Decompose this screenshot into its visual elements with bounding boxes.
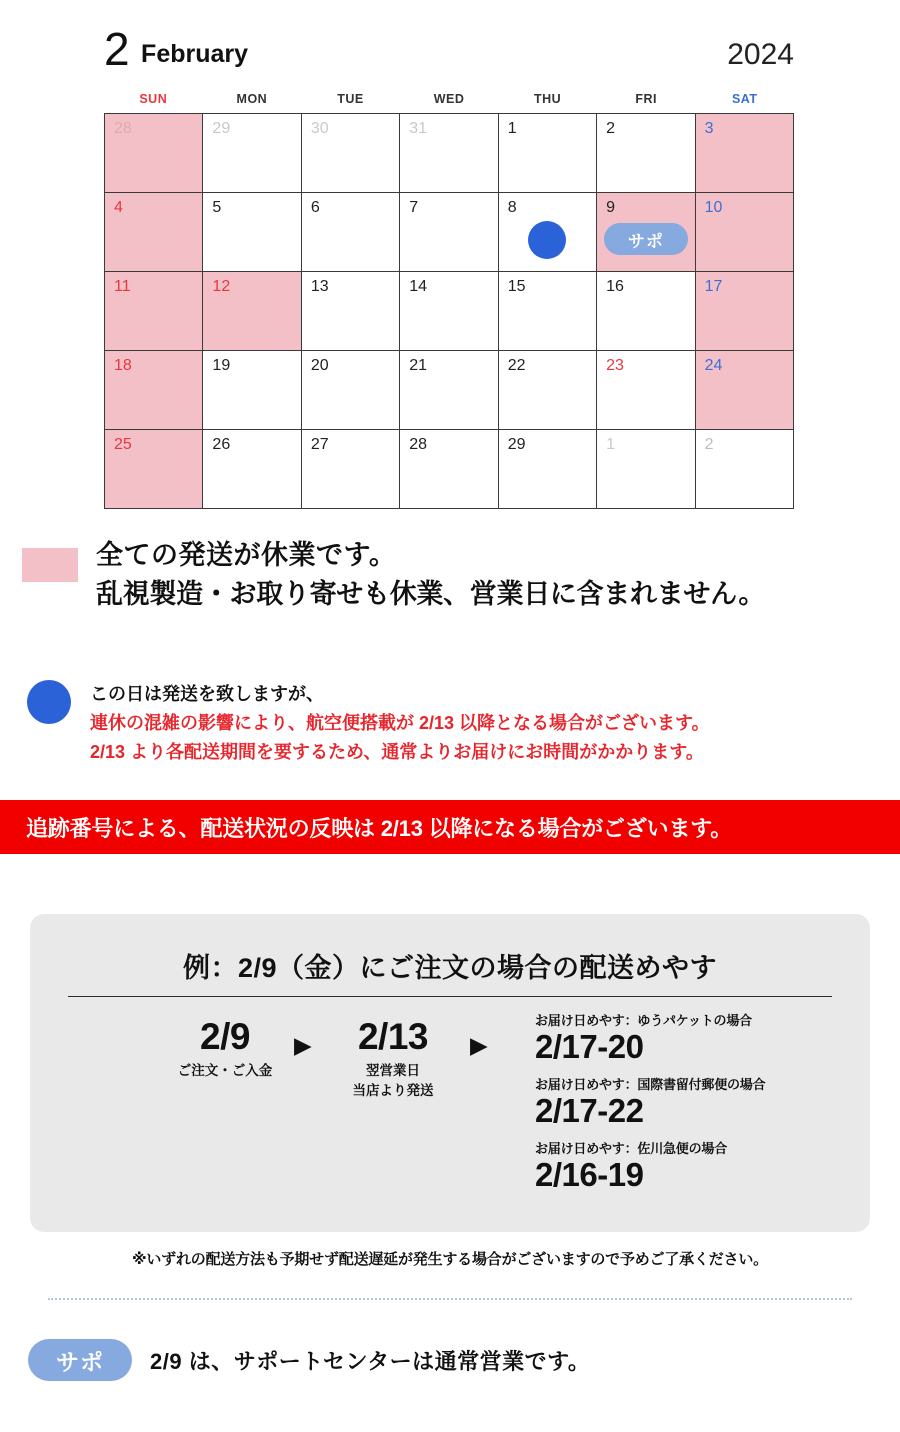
calendar-day-number: 25: [114, 436, 132, 453]
month-number: 2: [104, 23, 129, 75]
flow-step-ship: [318, 1016, 468, 1101]
calendar-day-number: 29: [507, 436, 526, 453]
calendar-day-cell: [597, 351, 695, 430]
calendar-day-cell: [597, 193, 695, 272]
flow-step-ship-caption-1: 翌営業日: [366, 1063, 420, 1079]
legend-holiday-line2: 乱視製造・お取り寄せも休業、営業日に含まれません。: [96, 579, 766, 610]
calendar-day-number: 13: [310, 278, 329, 295]
calendar-day-cell: [400, 430, 498, 509]
weekday-fri: FRI: [635, 92, 657, 106]
tracking-banner: [0, 800, 900, 854]
delivery-estimate-label: お届け日めやす：佐川急便の場合: [535, 1140, 728, 1156]
month-name: February: [141, 40, 249, 68]
calendar-day-cell: [696, 193, 794, 272]
calendar-day-number: 9: [606, 199, 616, 216]
calendar-day-cell: [499, 114, 597, 193]
weekday-sun: SUN: [139, 92, 168, 106]
flow-step-order-date: 2/9: [200, 1016, 250, 1057]
calendar-day-cell: [302, 430, 400, 509]
calendar-day-number: 1: [606, 436, 616, 453]
delivery-estimate-value: 2/17-20: [535, 1028, 644, 1065]
calendar-day-number: 12: [212, 278, 231, 295]
delivery-estimate-row: [535, 1138, 865, 1194]
calendar-day-cell: [597, 272, 695, 351]
calendar-day-number: 19: [212, 357, 231, 374]
calendar-day-number: 18: [114, 357, 132, 374]
calendar-day-number: 17: [704, 278, 723, 295]
calendar-grid: [104, 113, 794, 509]
calendar-day-cell: [400, 272, 498, 351]
legend-holiday-text: [96, 536, 886, 614]
calendar-day-cell: [696, 114, 794, 193]
calendar-day-cell: [597, 114, 695, 193]
legend-shipping-text: [90, 680, 890, 767]
legend-holiday-line1: 全ての発送が休業です。: [96, 540, 397, 570]
calendar-day-number: 8: [507, 199, 517, 216]
calendar-day-cell: [696, 272, 794, 351]
calendar-day-cell: [302, 351, 400, 430]
calendar-header: [104, 23, 794, 86]
delivery-estimate-label: お届け日めやす：ゆうパケットの場合: [535, 1013, 752, 1028]
calendar-day-cell: [105, 193, 203, 272]
calendar-day-number: 27: [310, 436, 329, 453]
calendar-day-number: 5: [212, 199, 222, 216]
weekday-tue: TUE: [337, 92, 364, 106]
calendar-day-number: 30: [310, 120, 329, 137]
calendar-day-cell: [105, 351, 203, 430]
calendar-year: 2024: [727, 38, 794, 71]
calendar-day-number: 4: [114, 199, 123, 216]
calendar-day-number: 22: [507, 357, 526, 374]
calendar-day-number: 28: [114, 120, 132, 137]
calendar-day-cell: [203, 272, 301, 351]
calendar-day-cell: [499, 430, 597, 509]
calendar-day-number: 15: [507, 278, 526, 295]
tracking-banner-text: 追跡番号による、配送状況の反映は 2/13 以降になる場合がございます。: [26, 815, 733, 841]
calendar-day-cell: [597, 430, 695, 509]
delivery-example-title: 例：2/9（金）にご注文の場合の配送めやす: [182, 953, 718, 983]
flow-step-ship-caption-2: 当店より発送: [352, 1083, 434, 1098]
calendar-day-number: 28: [409, 436, 428, 453]
legend-holiday-swatch: [22, 548, 78, 582]
flow-step-order: [140, 1016, 310, 1081]
calendar-day-number: 7: [409, 199, 419, 216]
calendar-day-cell: [499, 272, 597, 351]
flow-arrow-2-icon: ▶: [470, 1032, 488, 1058]
calendar-day-number: 16: [606, 278, 624, 295]
calendar-day-number: 29: [212, 120, 231, 137]
delivery-estimate-value: 2/16-19: [535, 1155, 644, 1193]
delivery-estimate-row: [535, 1074, 865, 1130]
shipping-dot-icon: [528, 221, 566, 259]
calendar-day-number: 26: [212, 436, 231, 453]
calendar-day-number: 20: [310, 357, 329, 374]
calendar-day-number: 10: [704, 199, 723, 216]
delivery-flow: [30, 1010, 870, 1220]
calendar-day-number: 11: [114, 278, 131, 295]
calendar-day-number: 2: [704, 436, 714, 453]
calendar-day-cell: [302, 114, 400, 193]
calendar-day-cell: [499, 193, 597, 272]
weekday-wed: WED: [433, 92, 465, 106]
legend-shipping-line3: 2/13 より各配送期間を要するため、通常よりお届けにお時間がかかります。: [90, 742, 704, 763]
calendar-day-cell: [400, 114, 498, 193]
calendar-day-number: 21: [409, 357, 428, 374]
calendar-day-number: 3: [704, 120, 714, 137]
calendar-day-number: 23: [606, 357, 624, 374]
divider: [68, 996, 832, 997]
support-badge: サポ: [28, 1339, 132, 1381]
delivery-delay-note: ※いずれの配送方法も予期せず配送遅延が発生する場合がございますので予めご了承ください。: [132, 1251, 768, 1268]
delivery-estimate-label: お届け日めやす：国際書留付郵便の場合: [535, 1076, 766, 1092]
legend-shipping-dot-icon: [27, 680, 71, 724]
calendar-day-number: 14: [409, 278, 428, 295]
support-open-badge: サポ: [604, 223, 688, 255]
calendar-day-cell: [400, 193, 498, 272]
calendar-day-number: 1: [507, 120, 517, 137]
calendar-day-number: 6: [310, 199, 320, 216]
calendar-day-cell: [105, 272, 203, 351]
calendar-day-number: 24: [704, 357, 723, 374]
calendar-day-cell: [696, 430, 794, 509]
calendar-day-cell: [302, 272, 400, 351]
calendar-day-number: 2: [606, 120, 616, 137]
weekday-sat: SAT: [731, 92, 758, 106]
calendar-day-cell: [105, 114, 203, 193]
calendar-day-cell: [499, 351, 597, 430]
calendar-day-cell: [105, 430, 203, 509]
delivery-example-box: [30, 914, 870, 1232]
legend-shipping-line1: この日は発送を致しますが、: [90, 684, 324, 704]
weekday-header: [104, 92, 794, 106]
legend-shipping-line2: 連休の混雑の影響により、航空便搭載が 2/13 以降となる場合がございます。: [90, 713, 710, 734]
delivery-estimate-value: 2/17-22: [535, 1091, 644, 1129]
delivery-estimate-row: [535, 1010, 865, 1066]
calendar-day-cell: [400, 351, 498, 430]
calendar-day-cell: [696, 351, 794, 430]
flow-step-order-caption: ご注文・ご入金: [177, 1063, 273, 1079]
weekday-thu: THU: [534, 92, 562, 106]
weekday-mon: MON: [236, 92, 268, 106]
calendar-day-cell: [203, 193, 301, 272]
flow-arrow-1-icon: ▶: [294, 1032, 312, 1058]
calendar-day-number: 31: [409, 120, 428, 137]
support-note: 2/9 は、サポートセンターは通常営業です。: [150, 1349, 591, 1374]
flow-step-ship-date: 2/13: [357, 1016, 428, 1057]
delivery-estimates: [535, 1010, 865, 1202]
calendar-day-cell: [203, 351, 301, 430]
calendar-day-cell: [302, 193, 400, 272]
calendar-day-cell: [203, 430, 301, 509]
calendar-day-cell: [203, 114, 301, 193]
dotted-divider: [48, 1298, 852, 1300]
